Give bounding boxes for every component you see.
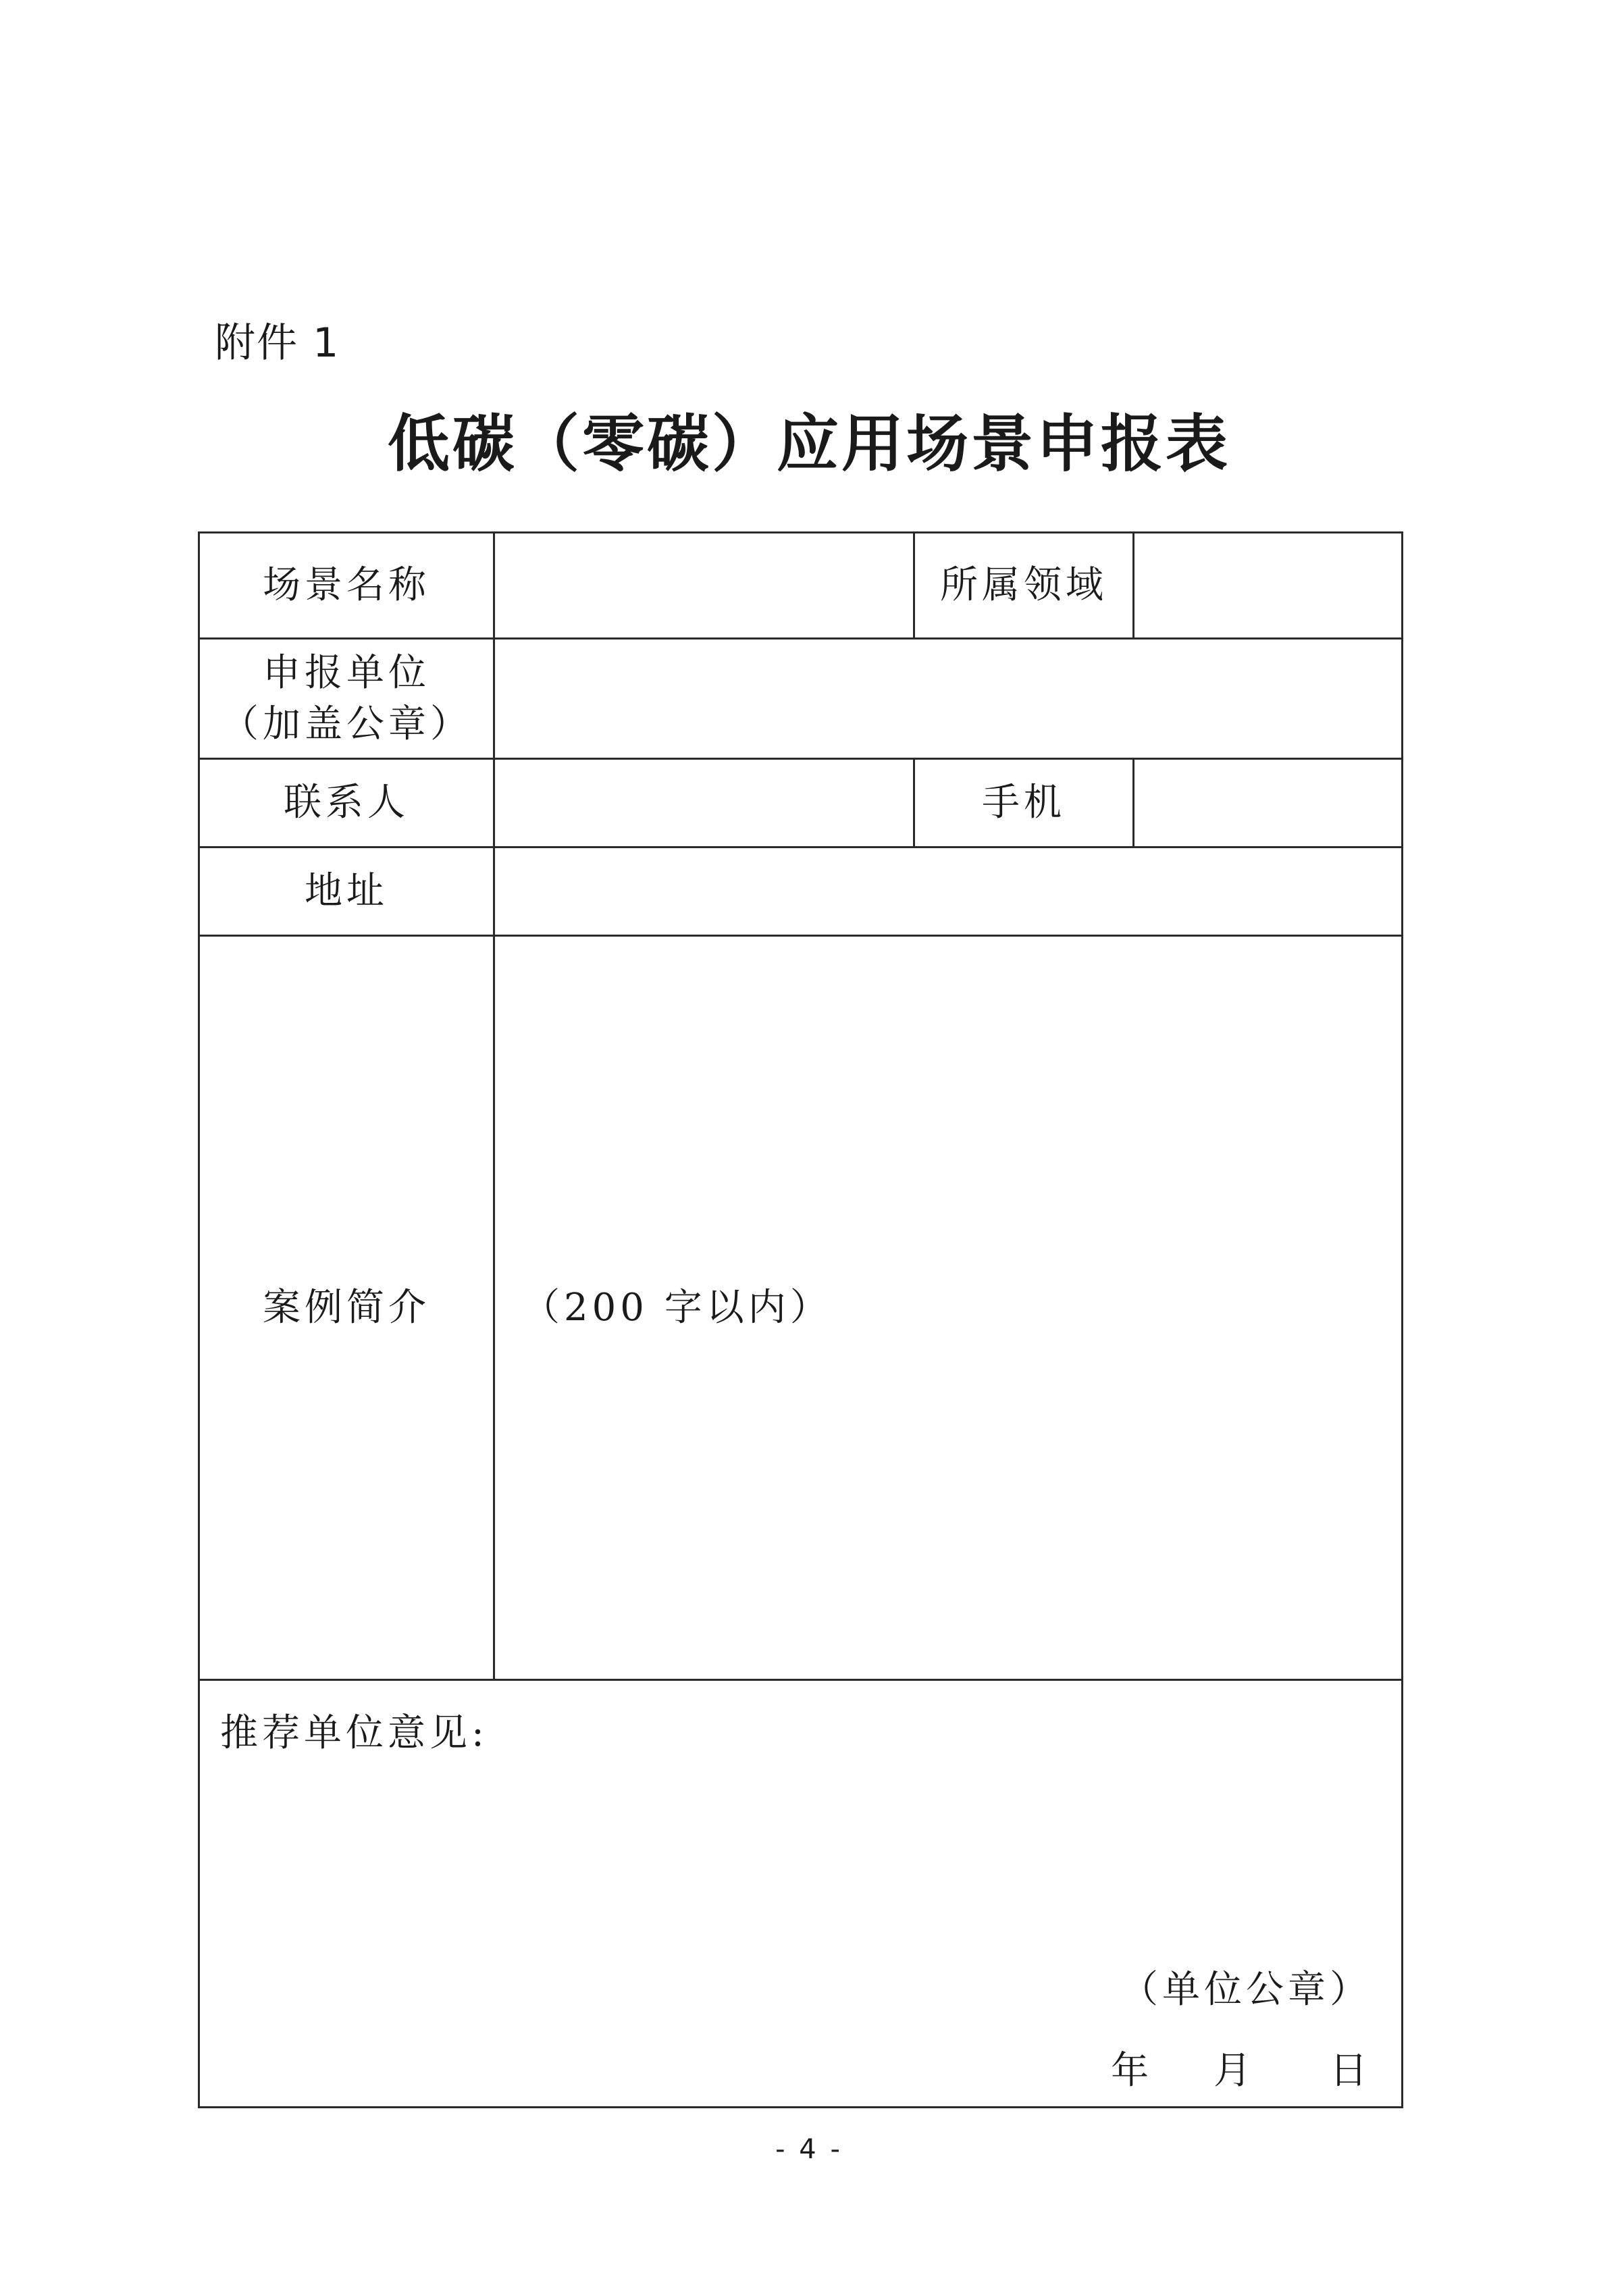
domain-label: 所属领域 xyxy=(914,533,1134,639)
date-day-label: 日 xyxy=(1330,2049,1372,2093)
address-label: 地址 xyxy=(199,847,494,936)
contact-label: 联系人 xyxy=(199,759,494,847)
date-year-label: 年 xyxy=(1111,2049,1153,2093)
scene-name-field[interactable] xyxy=(494,533,914,639)
attachment-label: 附件 1 xyxy=(215,319,340,367)
signature-date-line xyxy=(1111,2045,1372,2097)
scene-name-label: 场景名称 xyxy=(199,533,494,639)
phone-field[interactable] xyxy=(1134,759,1403,847)
unit-seal-note: （单位公章） xyxy=(1120,1968,1372,2012)
row-recommender-opinion xyxy=(199,1680,1403,2108)
document-title: 低碳（零碳）应用场景申报表 xyxy=(387,408,1230,480)
applicant-unit-field[interactable] xyxy=(494,639,1403,759)
application-form-table xyxy=(198,531,1403,2108)
row-scene-name xyxy=(199,533,1403,639)
row-case-summary xyxy=(199,936,1403,1680)
recommender-opinion-label: 推荐单位意见: xyxy=(220,1711,488,1755)
applicant-unit-label xyxy=(199,639,494,759)
recommender-opinion-field[interactable] xyxy=(199,1680,1403,2108)
address-field[interactable] xyxy=(494,847,1403,936)
page-number: - 4 - xyxy=(775,2134,843,2165)
applicant-unit-label-line1: 申报单位 xyxy=(263,650,430,695)
domain-field[interactable] xyxy=(1134,533,1403,639)
case-summary-field[interactable] xyxy=(494,936,1403,1680)
row-applicant-unit xyxy=(199,639,1403,759)
case-summary-hint: （200 字以内） xyxy=(522,1285,832,1330)
case-summary-label: 案例简介 xyxy=(199,936,494,1680)
phone-label: 手机 xyxy=(914,759,1134,847)
row-contact xyxy=(199,759,1403,847)
date-month-label: 月 xyxy=(1214,2049,1255,2093)
applicant-unit-label-line2: （加盖公章） xyxy=(221,702,472,746)
contact-field[interactable] xyxy=(494,759,914,847)
row-address xyxy=(199,847,1403,936)
